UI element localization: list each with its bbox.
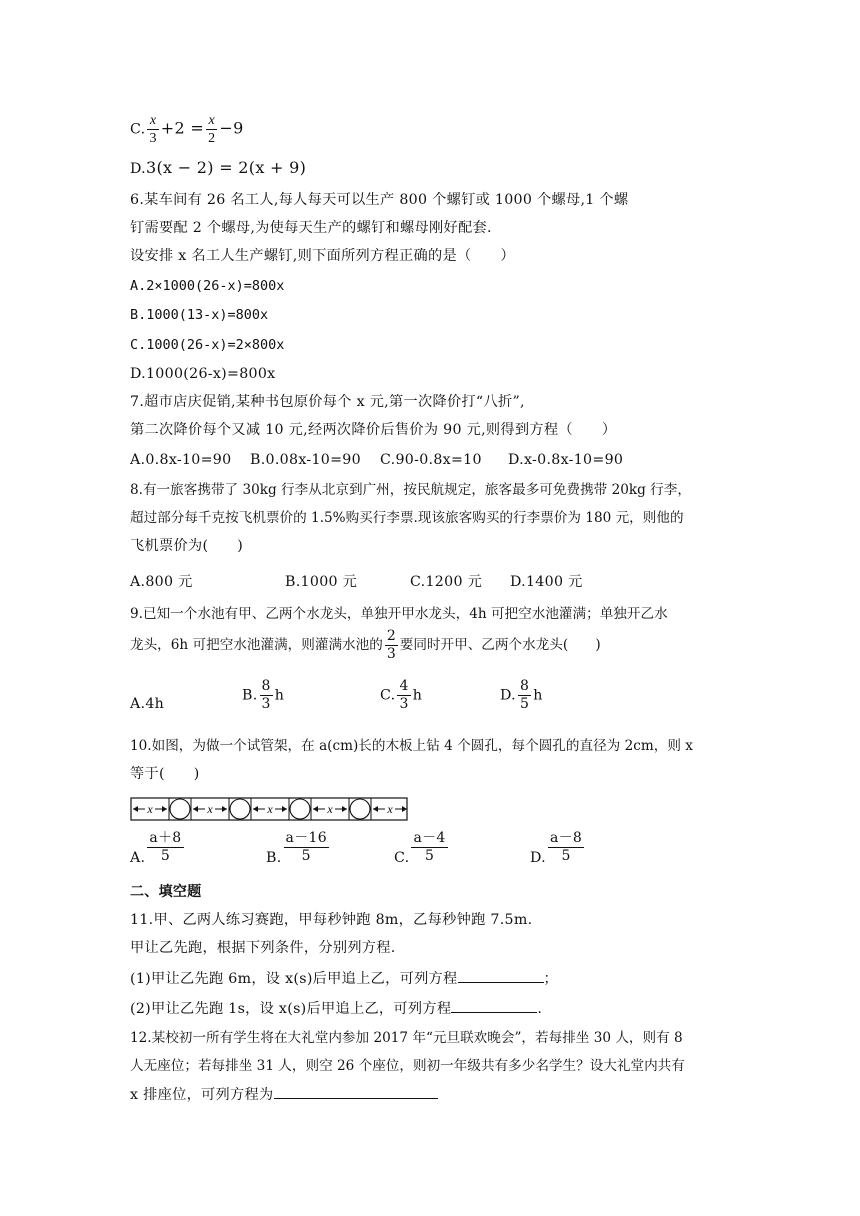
fraction: $\frac{a+8}{5}$: [149, 830, 182, 864]
section-title-fill-in: 二、填空题: [130, 884, 202, 900]
arrowhead: [222, 806, 227, 812]
q11-sub1: (1)甲让乙先跑 6m，设 x(s)后甲追上乙，可列方程 ；: [130, 968, 558, 989]
q10-stem-line1: 10.如图，为做一个试管架，在 a(cm)长的木板上钻 4 个圆孔，每个圆孔的直径为 2cm，则 x: [130, 738, 693, 754]
round-hole: [230, 799, 250, 819]
q8-option-b[interactable]: B.1000 元: [285, 574, 358, 590]
q10-stem-line2: 等于( ): [130, 766, 200, 782]
q8-option-d[interactable]: D.1400 元: [510, 574, 583, 590]
arrowhead: [162, 806, 167, 812]
q6-option-a[interactable]: A.2×1000(26-x)=800x: [130, 278, 285, 294]
round-hole: [290, 799, 310, 819]
q9-stem-line2: 龙头，6h 可把空水池灌满，则灌满水池的 $\frac{2}{3}$ 要同时开甲、乙两个水龙头( ): [130, 628, 601, 662]
q9-option-b[interactable]: B. $\frac{8}{3}$ h: [242, 678, 285, 712]
q7-option-b[interactable]: B.0.08x-10=90: [250, 452, 361, 468]
arrowhead: [373, 806, 378, 812]
answer-blank[interactable]: [274, 1084, 438, 1099]
q9-option-a[interactable]: A.4h: [130, 696, 165, 712]
q9-options: [130, 678, 740, 728]
round-hole: [350, 799, 370, 819]
q8-option-a[interactable]: A.800 元: [130, 574, 193, 590]
fraction: $\frac{8}{3}$: [261, 678, 271, 712]
arrowhead: [282, 806, 287, 812]
q8-stem-line2: 超过部分每千克按飞机票价的 1.5%购买行李票.现该旅客购买的行李票价为 180 元，则他的: [130, 510, 684, 526]
fraction: $\frac{a-8}{5}$: [549, 830, 583, 864]
arrowhead: [193, 806, 198, 812]
q6-stem-line3: 设安排 x 名工人生产螺钉,则下面所列方程正确的是（ ）: [130, 248, 515, 264]
q7-option-a[interactable]: A.0.8x-10=90: [130, 452, 232, 468]
q6-stem-line2: 钉需要配 2 个螺母,为使每天生产的螺钉和螺母刚好配套.: [130, 220, 492, 236]
q7-stem-line1: 7.超市店庆促销,某种书包原价每个 x 元,第一次降价打“八折”,: [130, 394, 525, 410]
q10-option-d[interactable]: D. $\frac{a-8}{5}$: [530, 830, 583, 866]
q6-option-d[interactable]: D.1000(26-x)=800x: [130, 366, 276, 382]
gap-label: x: [327, 802, 333, 816]
q7-stem-line2: 第二次降价每个又减 10 元,经两次降价后售价为 90 元,则得到方程（ ）: [130, 422, 617, 438]
q10-options: [130, 830, 740, 876]
q8-option-c[interactable]: C.1200 元: [410, 574, 483, 590]
fraction: $\frac{8}{5}$: [519, 678, 530, 712]
answer-blank[interactable]: [458, 968, 544, 983]
q7-option-c[interactable]: C.90-0.8x=10: [380, 452, 482, 468]
arrowhead: [313, 806, 318, 812]
arrowhead: [402, 806, 407, 812]
gap-label: x: [147, 802, 153, 816]
gap-label: x: [387, 802, 393, 816]
fraction: $\frac{x}{3}$: [149, 113, 157, 146]
q10-option-c[interactable]: C. $\frac{a-4}{5}$: [394, 830, 446, 866]
q8-stem-line3: 飞机票价为( ): [130, 538, 244, 554]
answer-blank[interactable]: [451, 998, 537, 1013]
q6-option-b[interactable]: B.1000(13-x)=800x: [130, 307, 269, 323]
q5-option-d[interactable]: D.3(x − 2) = 2(x + 9): [130, 158, 307, 177]
q12-stem-line1: 12.某校初一所有学生将在大礼堂内参加 2017 年“元旦联欢晚会”，若每排坐 30 人，则有 8: [130, 1030, 683, 1046]
gap-label: x: [207, 802, 213, 816]
arrowhead: [133, 806, 138, 812]
q9-option-c[interactable]: C. $\frac{4}{3}$ h: [380, 678, 423, 712]
q6-option-c[interactable]: C.1000(26-x)=2×800x: [130, 337, 285, 353]
arrowhead: [342, 806, 347, 812]
gap-label: x: [267, 802, 273, 816]
q9-stem-line1: 9.已知一个水池有甲、乙两个水龙头，单独开甲水龙头，4h 可把空水池灌满；单独开乙水: [130, 606, 668, 622]
round-hole: [170, 799, 190, 819]
q11-stem-line1: 11.甲、乙两人练习赛跑，甲每秒钟跑 8m，乙每秒钟跑 7.5m.: [130, 912, 533, 928]
arrowhead: [253, 806, 258, 812]
q5-option-c[interactable]: C. $\frac{x}{3}$ +2 = $\frac{x}{2}$ −9: [130, 113, 244, 146]
q11-sub2: (2)甲让乙先跑 1s，设 x(s)后甲追上乙，可列方程 .: [130, 998, 542, 1019]
fraction: $\frac{x}{2}$: [208, 113, 216, 146]
fraction: $\frac{4}{3}$: [399, 678, 409, 712]
q12-stem-line3: x 排座位，可列方程为: [130, 1084, 438, 1105]
fraction: $\frac{a-4}{5}$: [413, 830, 446, 864]
test-tube-rack-figure: [130, 796, 408, 822]
q10-option-a[interactable]: A. $\frac{a+8}{5}$: [130, 830, 182, 866]
fraction: $\frac{2}{3}$: [386, 628, 396, 662]
q12-stem-line2: 人无座位；若每排坐 31 人，则空 26 个座位，则初一年级共有多少名学生？设大礼堂内共有: [130, 1058, 685, 1074]
q8-stem-line1: 8.有一旅客携带了 30kg 行李从北京到广州，按民航规定，旅客最多可免费携带 20kg 行李，: [130, 482, 691, 498]
q6-stem-line1: 6.某车间有 26 名工人,每人每天可以生产 800 个螺钉或 1000 个螺母,1 个螺: [130, 192, 629, 208]
q9-option-d[interactable]: D. $\frac{8}{5}$ h: [500, 678, 543, 712]
q10-option-b[interactable]: B. $\frac{a-16}{5}$: [266, 830, 327, 866]
q7-option-d[interactable]: D.x-0.8x-10=90: [508, 452, 624, 468]
fraction: $\frac{a-16}{5}$: [285, 830, 327, 864]
q11-stem-line2: 甲让乙先跑，根据下列条件，分别列方程.: [130, 940, 396, 956]
